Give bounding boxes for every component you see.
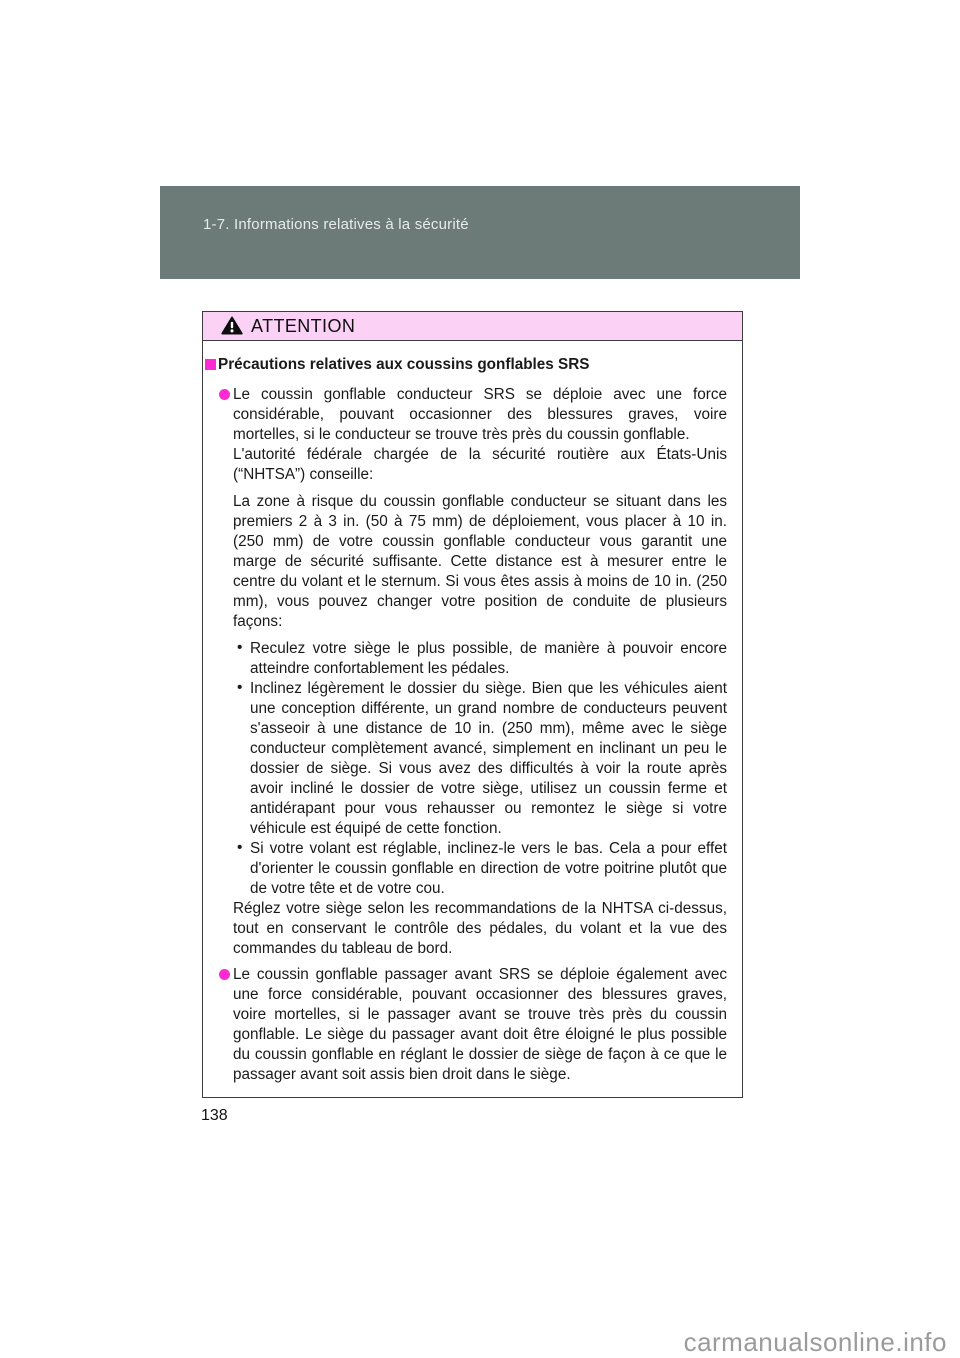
paragraph-risk-zone: La zone à risque du coussin gonflable conducteur se situant dans les premiers 2 à 3 in. (50 à 75 mm) de déploiement, vous placer à 10 in. (250 mm) de votre coussin gonflable conducteur vous garantit une marge de sécurité suffisante. Cette distance est à mesurer entre le centre du volant et le sternum. Si vous êtes assis à moins de 10 in. (250 mm), vous pouvez changer votre position de conduite de plusieurs façons: [233, 493, 727, 630]
list-item [237, 679, 727, 839]
dot-bullet-icon: • [237, 839, 243, 856]
attention-box [202, 311, 743, 1098]
page-number: 138 [201, 1107, 228, 1124]
paragraph-nhtsa-intro: L'autorité fédérale chargée de la sécurité routière aux États-Unis (“NHTSA”) conseille: [233, 446, 727, 483]
section-heading [203, 355, 727, 375]
paragraph-nhtsa-summary: Réglez votre siège selon les recommandations de la NHTSA ci-dessus, tout en conservant le contrôle des pédales, du volant et la vue des commandes du tableau de bord. [233, 900, 727, 957]
list-item [237, 639, 727, 679]
paragraph-driver-force: Le coussin gonflable conducteur SRS se déploie avec une force considérable, pouvant occasionner des blessures graves, voire mortelles, si le conducteur se trouve très près du coussin gonflable. [233, 386, 727, 443]
passenger-airbag-item [203, 965, 727, 1085]
list-item-text: Reculez votre siège le plus possible, de manière à pouvoir encore atteindre confortablement les pédales. [250, 640, 727, 677]
driver-tips-list [237, 639, 727, 899]
attention-header [203, 312, 742, 341]
watermark: carmanualsonline.info [683, 1327, 947, 1357]
magenta-dot-bullet-icon [219, 969, 230, 980]
section-header-band [160, 186, 800, 279]
attention-body [203, 341, 742, 1097]
list-item-text: Inclinez légèrement le dossier du siège. Bien que les véhicules aient une conception différente, un grand nombre de conducteurs peuvent s'asseoir à une distance de 10 in. (250 mm), même avec le siège conducteur complètement avancé, simplement en inclinant un peu le dossier de siège. Si vous avez des difficultés à voir la route après avoir incliné le dossier de votre siège, utilisez un coussin ferme et antidérapant pour vous rehausser ou remontez le siège si votre véhicule est équipé de cette fonction. [250, 680, 727, 837]
magenta-square-bullet-icon [205, 359, 216, 370]
list-item [237, 839, 727, 899]
dot-bullet-icon: • [237, 639, 243, 656]
section-heading-text: Précautions relatives aux coussins gonflables SRS [218, 356, 590, 373]
section-header-text: 1-7. Informations relatives à la sécurité [203, 216, 469, 233]
driver-airbag-item [203, 385, 727, 959]
dot-bullet-icon: • [237, 679, 243, 696]
list-item-text: Si votre volant est réglable, inclinez-le vers le bas. Cela a pour effet d'orienter le coussin gonflable en direction de votre poitrine plutôt que de votre tête et de votre cou. [250, 840, 727, 897]
paragraph-passenger-force: Le coussin gonflable passager avant SRS se déploie également avec une force considérable, pouvant occasionner des blessures graves, voire mortelles, si le passager avant se trouve très près du coussin gonflable. Le siège du passager avant doit être éloigné le plus possible du coussin gonflable en réglant le dossier de siège de façon à ce que le passager avant soit assis bien droit dans le siège. [233, 966, 727, 1083]
magenta-dot-bullet-icon [219, 389, 230, 400]
warning-triangle-icon [221, 316, 243, 335]
attention-title: ATTENTION [251, 315, 356, 336]
